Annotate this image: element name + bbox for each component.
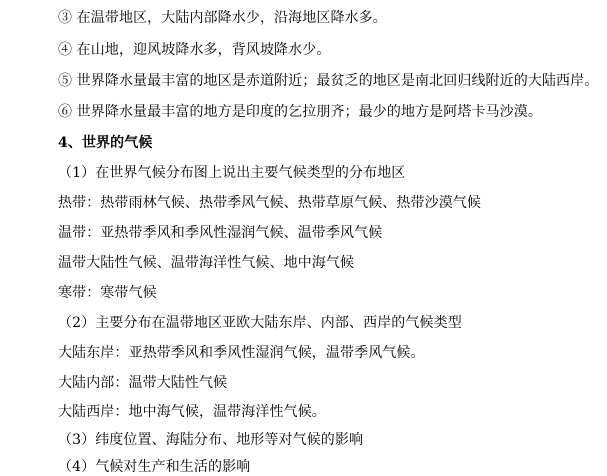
subsection-3-heading: （3）纬度位置、海陆分布、地形等对气候的影响: [58, 432, 364, 448]
subsection-1-heading: （1）在世界气候分布图上说出主要气候类型的分布地区: [58, 165, 406, 181]
text-line-east-coast: 大陆东岸：亚热带季风和季风性湿润气候，温带季风气候。: [58, 345, 425, 361]
text-line-interior: 大陆内部：温带大陆性气候: [58, 375, 228, 391]
text-line-temperate-continued: 温带大陆性气候、温带海洋性气候、地中海气候: [58, 255, 355, 271]
subsection-2-heading: （2）主要分布在温带地区亚欧大陆东岸、内部、西岸的气候类型: [58, 315, 462, 331]
text-line-tropical: 热带：热带雨林气候、热带季风气候、热带草原气候、热带沙漠气候: [58, 195, 481, 211]
text-line-temperate: 温带：亚热带季风和季风性湿润气候、温带季风气候: [58, 225, 383, 241]
text-line-1: ③ 在温带地区，大陆内部降水少，沿海地区降水多。: [58, 10, 387, 26]
text-line-3: ⑤ 世界降水量最丰富的地区是赤道附近；最贫乏的地区是南北回归线附近的大陆西岸。: [58, 73, 599, 89]
section-heading: 4、世界的气候: [58, 135, 153, 151]
subsection-4-heading: （4）气候对生产和生活的影响: [58, 459, 251, 475]
text-line-frigid: 寒带：寒带气候: [58, 285, 157, 301]
text-line-4: ⑥ 世界降水量最丰富的地方是印度的乞拉朋齐；最少的地方是阿塔卡马沙漠。: [58, 104, 542, 120]
text-line-2: ④ 在山地，迎风坡降水多，背风坡降水少。: [58, 42, 331, 58]
text-line-west-coast: 大陆西岸：地中海气候，温带海洋性气候。: [58, 404, 326, 420]
